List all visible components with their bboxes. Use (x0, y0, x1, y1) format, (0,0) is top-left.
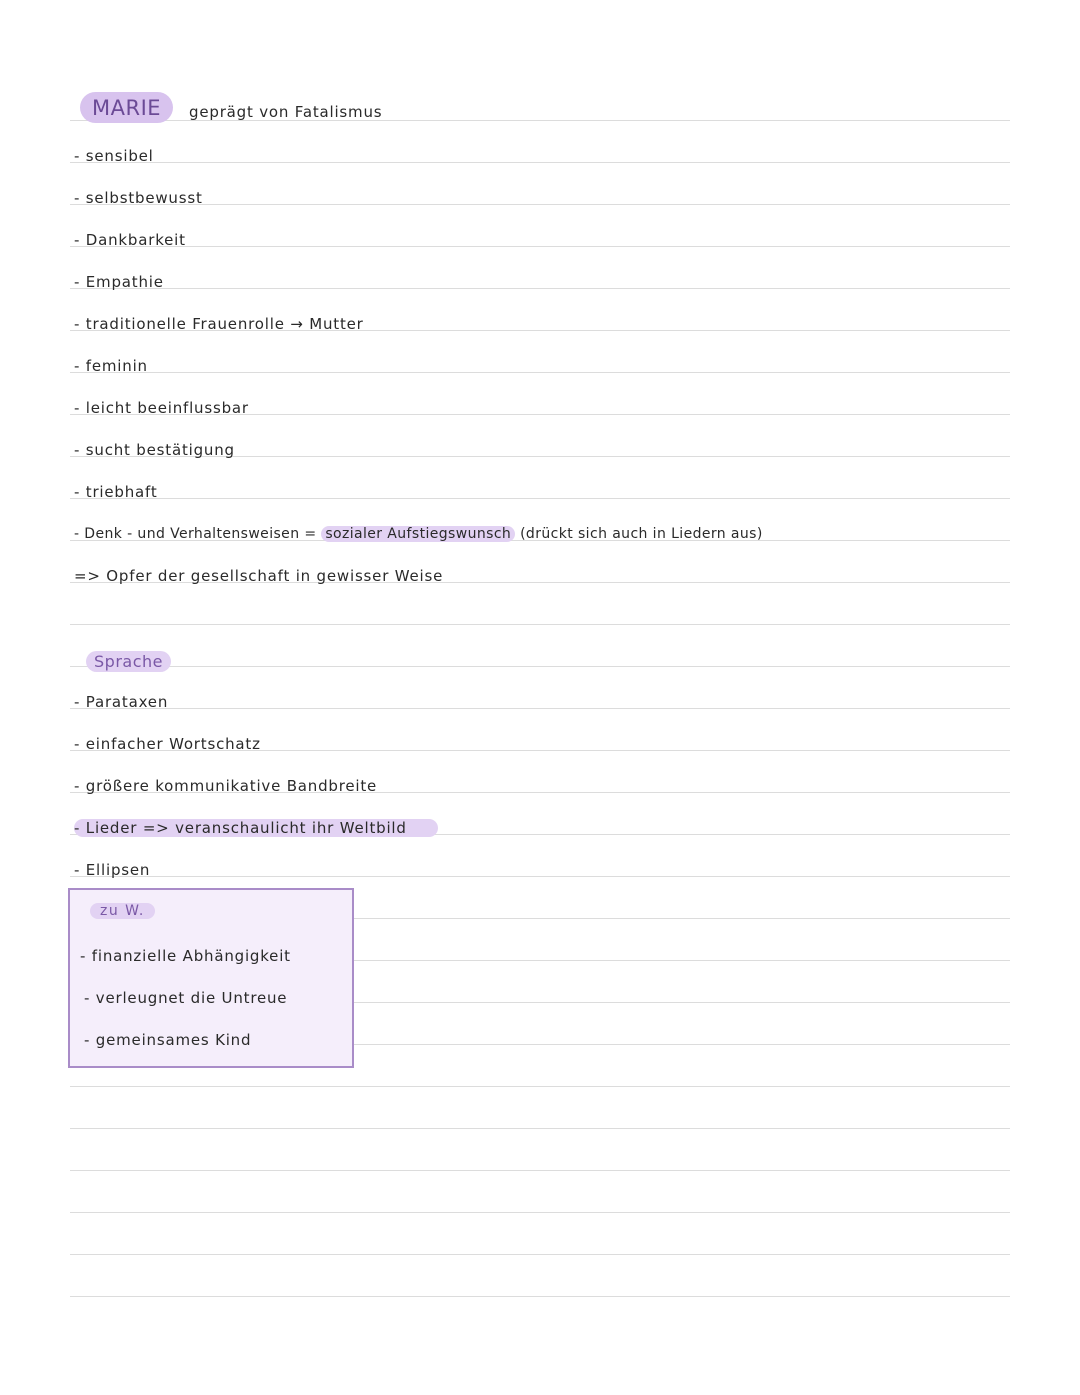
ruled-line (70, 372, 1010, 373)
trait-item: - sensibel (74, 147, 154, 165)
behavior-line (74, 524, 763, 544)
sprache-item: - größere kommunikative Bandbreite (74, 777, 378, 795)
ruled-line (70, 708, 1010, 709)
ruled-line (70, 876, 1010, 877)
trait-item: - Empathie (74, 273, 164, 291)
trait-item: - selbstbewusst (74, 189, 203, 207)
ruled-line (70, 246, 1010, 247)
behavior-suffix: (drückt sich auch in Liedern aus) (515, 526, 763, 542)
box-item: - verleugnet die Untreue (84, 989, 288, 1007)
sprache-item: - Lieder => veranschaulicht ihr Weltbild (74, 819, 407, 837)
ruled-line (70, 1128, 1010, 1129)
ruled-line (70, 1170, 1010, 1171)
sprache-item: - Parataxen (74, 693, 169, 711)
ruled-line (70, 1212, 1010, 1213)
ruled-line (70, 1296, 1010, 1297)
section-heading-sprache: Sprache (86, 651, 171, 672)
ruled-line (70, 1254, 1010, 1255)
ruled-line (70, 162, 1010, 163)
sprache-item: - einfacher Wortschatz (74, 735, 261, 753)
ruled-line (70, 1086, 1010, 1087)
page-header (80, 92, 382, 123)
trait-item: - triebhaft (74, 483, 158, 501)
ruled-line (70, 624, 1010, 625)
trait-item: - leicht beeinflussbar (74, 399, 249, 417)
box-item: - gemeinsames Kind (84, 1031, 252, 1049)
box-item: - finanzielle Abhängigkeit (80, 947, 291, 965)
trait-item: - traditionelle Frauenrolle → Mutter (74, 315, 364, 333)
sprache-item: - Ellipsen (74, 861, 151, 879)
ruled-line (70, 288, 1010, 289)
box-heading: zu W. (90, 903, 155, 919)
behavior-highlight: sozialer Aufstiegswunsch (321, 526, 515, 542)
trait-item: - feminin (74, 357, 148, 375)
ruled-line (70, 498, 1010, 499)
trait-item: - Dankbarkeit (74, 231, 186, 249)
page-subtitle: geprägt von Fatalismus (189, 102, 383, 121)
trait-item: - sucht bestätigung (74, 441, 235, 459)
page-title: MARIE (80, 92, 173, 123)
ruled-line (70, 666, 1010, 667)
ruled-line (70, 204, 1010, 205)
conclusion-line: => Opfer der gesellschaft in gewisser Weise (74, 567, 444, 585)
behavior-prefix: - Denk - und Verhaltensweisen = (74, 526, 322, 542)
